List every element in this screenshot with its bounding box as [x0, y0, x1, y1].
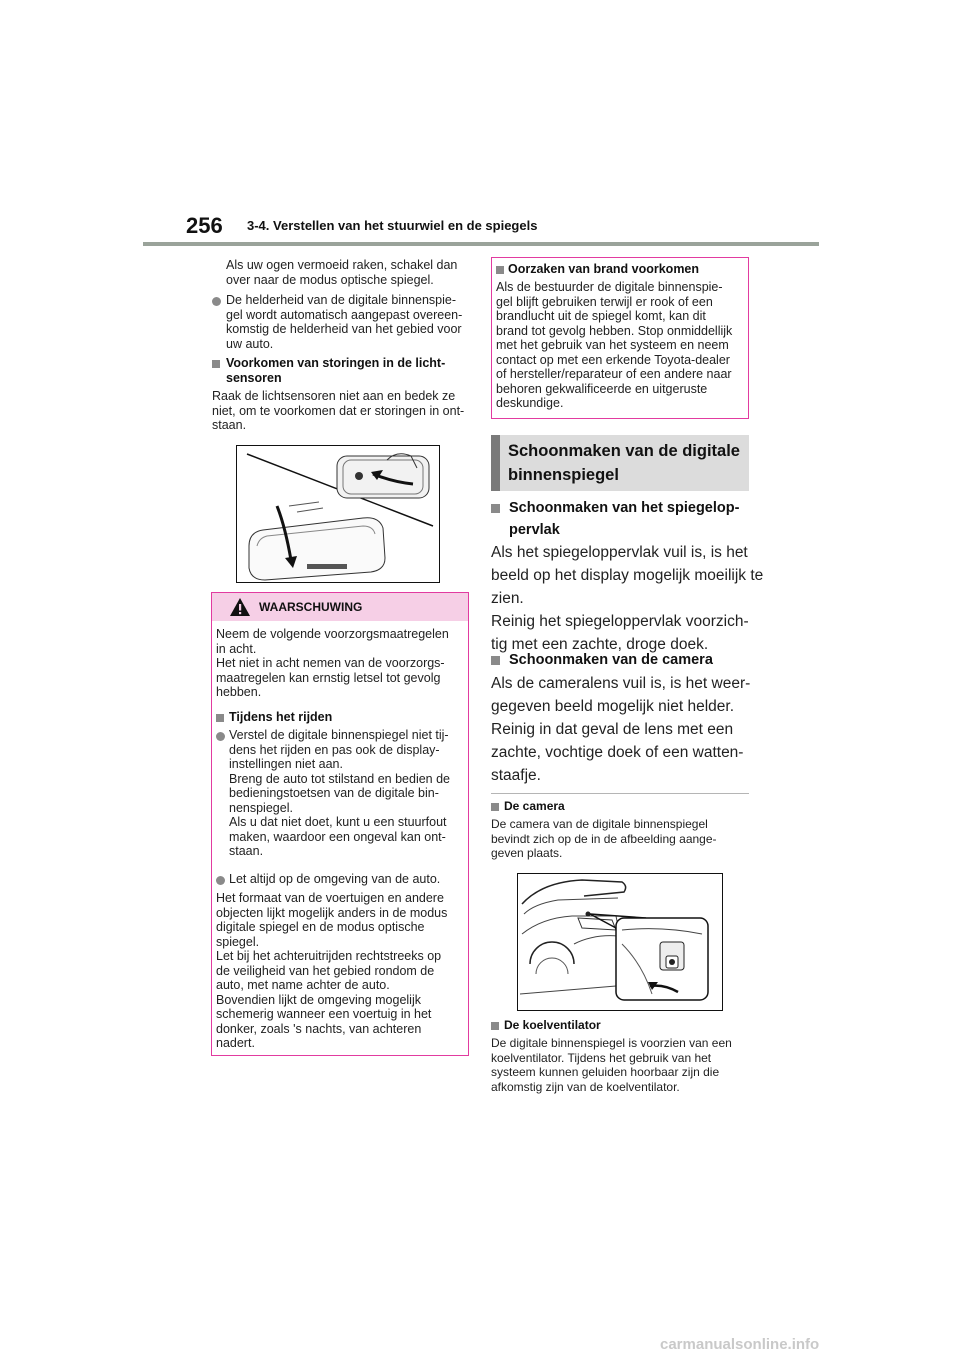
- square-bullet-icon: [212, 360, 220, 368]
- warning-title: WAARSCHUWING: [259, 600, 363, 614]
- paragraph-surface: Als het spiegeloppervlak vuil is, is het beeld op het display mogelijk moeilijk te zien. Reinig het spiegeloppervlak voorzich- tig met een zachte, droge doek.: [491, 544, 764, 653]
- mirror-illustration: [236, 445, 440, 583]
- bullet-icon: [212, 297, 221, 306]
- heading-fan: De koelventilator: [504, 1018, 601, 1032]
- warning-paragraph: Het formaat van de voertuigen en andere objecten lijkt mogelijk anders in de modus digitale spiegel en de modus optische spiegel. Let bij het achteruitrijden rechtstreeks op de veiligheid van het gebied rondom de auto, met name achter de auto. Bovendien lijkt de omgeving mogelijk schemerig wanneer een voertuig in het donker, zoals 's nachts, van achteren nadert.: [216, 891, 448, 1050]
- square-bullet-icon: [216, 714, 224, 722]
- header-rule: [143, 242, 819, 246]
- cleaning-section-title: Schoonmaken van de digitale binnenspiegel: [491, 435, 749, 491]
- square-bullet-icon: [496, 266, 504, 274]
- warning-bullet-2: Let altijd op de omgeving van de auto.: [229, 872, 441, 886]
- paragraph-fan: De digitale binnenspiegel is voorzien van een koelventilator. Tijdens het gebruik van het systeem kunnen geluiden hoorbaar zijn die afkomstig zijn van de koelventilator.: [491, 1036, 732, 1094]
- car-rear-drawing-icon: [518, 874, 722, 1010]
- heading-camera-clean: Schoonmaken van de camera: [509, 652, 713, 668]
- paragraph-camera-clean: Als de cameralens vuil is, is het weer- gegeven beeld mogelijk niet helder. Reinig in dat geval de lens met een zachte, vochtige doek of een watten- staafje.: [491, 675, 751, 784]
- paragraph-eyes: Als uw ogen vermoeid raken, schakel dan over naar de modus optische spiegel.: [226, 258, 458, 287]
- heading-fire: Oorzaken van brand voorkomen: [508, 262, 700, 276]
- bullet-icon: [216, 732, 225, 741]
- camera-location-illustration: [517, 873, 723, 1011]
- heading-driving: Tijdens het rijden: [229, 710, 333, 724]
- heading-camera: De camera: [504, 799, 565, 813]
- section-title: 3-4. Verstellen van het stuurwiel en de spiegels: [247, 218, 538, 233]
- warning-triangle-icon: [229, 597, 251, 617]
- mirror-drawing-icon: [237, 446, 439, 582]
- paragraph-sensors: Raak de lichtsensoren niet aan en bedek ze niet, om te voorkomen dat er storingen in ont- staan.: [212, 389, 465, 432]
- square-bullet-icon: [491, 1022, 499, 1030]
- paragraph-fire: Als de bestuurder de digitale binnenspie- gel blijft gebruiken terwijl er rook of een brandlucht uit de spiegel komt, kan dit brand tot gevolg hebben. Stop onmiddellijk met het gebruik van het systeem en neem contact op met een erkende Toyota-dealer of hersteller/reparateur of een andere naar behoren gekwalificeerde en uitgeruste deskundige.: [496, 280, 733, 410]
- paragraph-camera: De camera van de digitale binnenspiegel bevindt zich op de in de afbeelding aange- geven plaats.: [491, 817, 717, 860]
- bullet-icon: [216, 876, 225, 885]
- warning-bullet-1: Verstel de digitale binnenspiegel niet tij- dens het rijden en pas ook de display- instellingen niet aan. Breng de auto tot stilstand en bedien de bedieningstoetsen van de digitale bin- nenspiegel. Als u dat niet doet, kunt u een stuurfout maken, waardoor een ongeval kan ont- staan.: [229, 728, 450, 858]
- watermark: carmanualsonline.info: [660, 1336, 820, 1353]
- square-bullet-icon: [491, 504, 500, 513]
- paragraph-brightness: De helderheid van de digitale binnenspie- gel wordt automatisch aangepast overeen- komstig de helderheid van het gebied voor uw auto.: [226, 293, 463, 351]
- warning-intro: Neem de volgende voorzorgsmaatregelen in acht. Het niet in acht nemen van de voorzorgs- maatregelen kan ernstig letsel tot gevolg hebben.: [216, 627, 449, 699]
- heading-surface: Schoonmaken van het spiegelop- pervlak: [509, 500, 740, 538]
- square-bullet-icon: [491, 656, 500, 665]
- divider: [491, 793, 749, 794]
- page-number: 256: [186, 213, 223, 238]
- heading-sensors: Voorkomen van storingen in de licht- sensoren: [226, 356, 446, 385]
- square-bullet-icon: [491, 803, 499, 811]
